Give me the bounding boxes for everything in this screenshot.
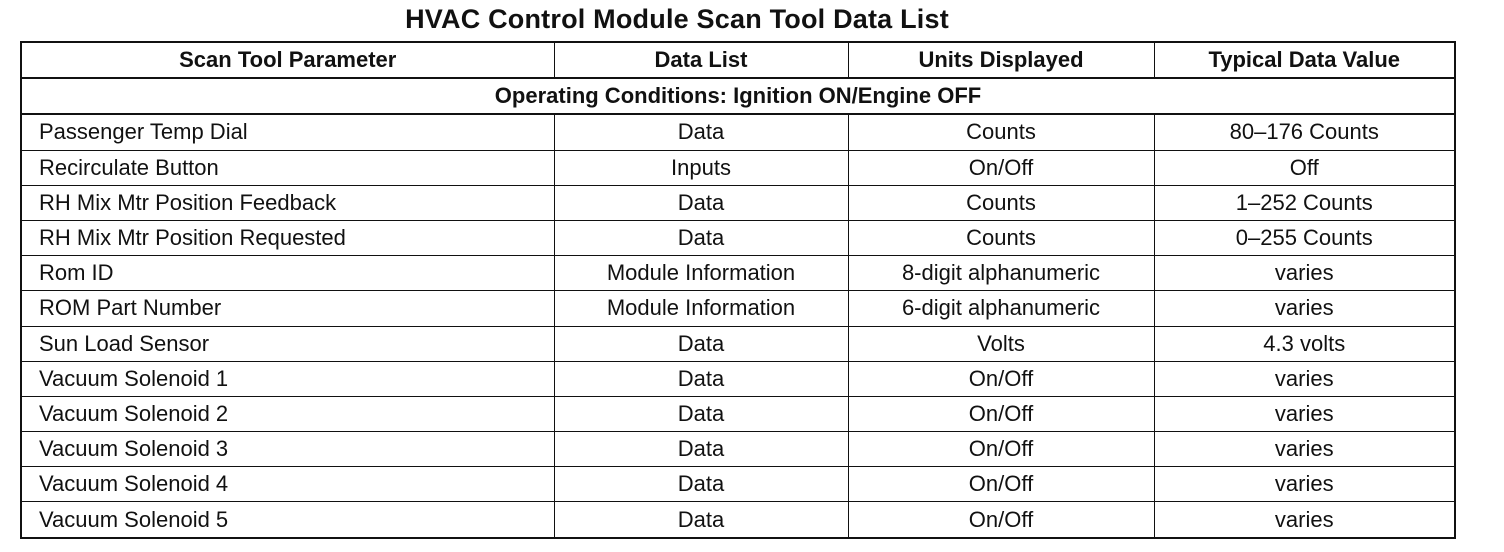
cell-typical-data-value: 0–255 Counts	[1154, 220, 1455, 255]
cell-scan-tool-parameter: RH Mix Mtr Position Requested	[21, 220, 554, 255]
cell-scan-tool-parameter: Vacuum Solenoid 4	[21, 467, 554, 502]
cell-scan-tool-parameter: Passenger Temp Dial	[21, 114, 554, 150]
table-body	[21, 78, 1455, 537]
table-row	[21, 396, 1455, 431]
cell-typical-data-value: varies	[1154, 502, 1455, 538]
cell-units-displayed: Counts	[848, 220, 1154, 255]
cell-scan-tool-parameter: Vacuum Solenoid 1	[21, 361, 554, 396]
header-data-list: Data List	[554, 42, 848, 78]
cell-units-displayed: Counts	[848, 114, 1154, 150]
cell-data-list: Data	[554, 467, 848, 502]
section-row	[21, 78, 1455, 114]
cell-data-list: Data	[554, 220, 848, 255]
cell-scan-tool-parameter: ROM Part Number	[21, 291, 554, 326]
header-scan-tool-parameter: Scan Tool Parameter	[21, 42, 554, 78]
table-row	[21, 502, 1455, 538]
table-title: HVAC Control Module Scan Tool Data List	[405, 4, 949, 34]
cell-typical-data-value: varies	[1154, 432, 1455, 467]
cell-units-displayed: On/Off	[848, 396, 1154, 431]
header-typical-data-value: Typical Data Value	[1154, 42, 1455, 78]
cell-typical-data-value: varies	[1154, 396, 1455, 431]
cell-units-displayed: Counts	[848, 185, 1154, 220]
cell-data-list: Data	[554, 396, 848, 431]
cell-typical-data-value: varies	[1154, 256, 1455, 291]
header-units-displayed: Units Displayed	[848, 42, 1154, 78]
cell-data-list: Inputs	[554, 150, 848, 185]
cell-units-displayed: On/Off	[848, 361, 1154, 396]
cell-data-list: Data	[554, 114, 848, 150]
cell-data-list: Data	[554, 361, 848, 396]
table-row	[21, 256, 1455, 291]
cell-scan-tool-parameter: Vacuum Solenoid 3	[21, 432, 554, 467]
cell-units-displayed: On/Off	[848, 150, 1154, 185]
table-row	[21, 361, 1455, 396]
cell-units-displayed: On/Off	[848, 502, 1154, 538]
cell-typical-data-value: varies	[1154, 291, 1455, 326]
cell-scan-tool-parameter: Recirculate Button	[21, 150, 554, 185]
cell-units-displayed: Volts	[848, 326, 1154, 361]
cell-typical-data-value: varies	[1154, 467, 1455, 502]
cell-units-displayed: 6-digit alphanumeric	[848, 291, 1154, 326]
cell-scan-tool-parameter: Rom ID	[21, 256, 554, 291]
table-row	[21, 291, 1455, 326]
table-row	[21, 432, 1455, 467]
cell-units-displayed: On/Off	[848, 467, 1154, 502]
table-row	[21, 220, 1455, 255]
cell-scan-tool-parameter: Sun Load Sensor	[21, 326, 554, 361]
cell-data-list: Data	[554, 326, 848, 361]
scan-tool-data-table	[20, 41, 1456, 539]
cell-data-list: Module Information	[554, 291, 848, 326]
cell-data-list: Data	[554, 432, 848, 467]
section-heading: Operating Conditions: Ignition ON/Engine OFF	[21, 78, 1455, 114]
cell-scan-tool-parameter: Vacuum Solenoid 5	[21, 502, 554, 538]
table-row	[21, 326, 1455, 361]
cell-typical-data-value: 80–176 Counts	[1154, 114, 1455, 150]
cell-data-list: Module Information	[554, 256, 848, 291]
cell-typical-data-value: Off	[1154, 150, 1455, 185]
table-row	[21, 467, 1455, 502]
cell-scan-tool-parameter: RH Mix Mtr Position Feedback	[21, 185, 554, 220]
cell-scan-tool-parameter: Vacuum Solenoid 2	[21, 396, 554, 431]
table-row	[21, 185, 1455, 220]
cell-typical-data-value: 1–252 Counts	[1154, 185, 1455, 220]
cell-data-list: Data	[554, 502, 848, 538]
cell-typical-data-value: varies	[1154, 361, 1455, 396]
cell-units-displayed: 8-digit alphanumeric	[848, 256, 1154, 291]
table-row	[21, 150, 1455, 185]
cell-typical-data-value: 4.3 volts	[1154, 326, 1455, 361]
header-row	[21, 42, 1455, 78]
cell-units-displayed: On/Off	[848, 432, 1154, 467]
cell-data-list: Data	[554, 185, 848, 220]
table-header	[21, 42, 1455, 78]
table-row	[21, 114, 1455, 150]
